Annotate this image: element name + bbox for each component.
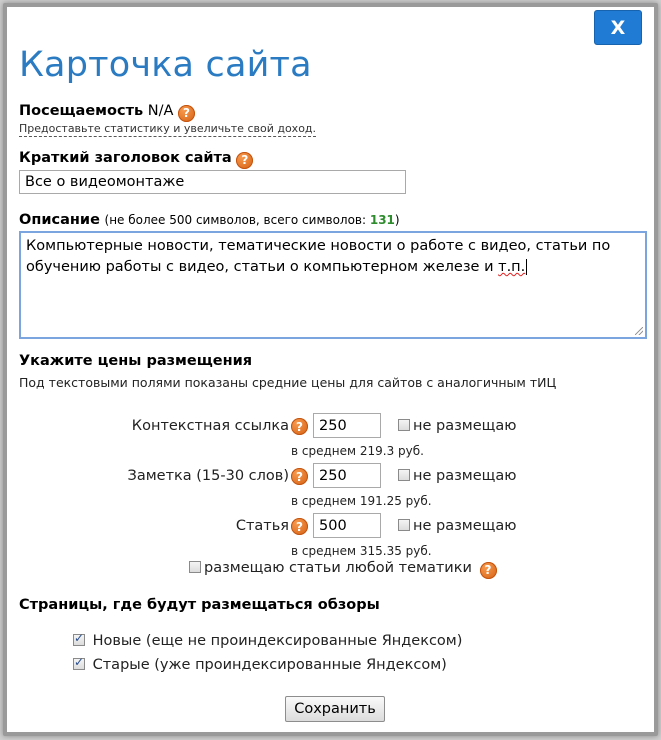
close-button[interactable]: X: [594, 10, 642, 45]
traffic-label: Посещаемость: [19, 103, 144, 119]
save-button[interactable]: Сохранить: [285, 696, 385, 722]
traffic-value: N/A: [147, 103, 174, 119]
pages-heading: Страницы, где будут размещаться обзоры: [19, 597, 380, 613]
provide-stats-link[interactable]: Предоставьте статистику и увеличьте свой доход.: [19, 122, 317, 135]
price-label-note: Заметка (15-30 слов): [127, 468, 289, 484]
short-title-row: [19, 150, 253, 169]
price-label-context-link: Контекстная ссылка: [131, 418, 289, 434]
question-icon[interactable]: ?: [480, 562, 497, 579]
resize-handle[interactable]: [635, 327, 643, 335]
short-title-label: Краткий заголовок сайта: [19, 150, 232, 166]
article-avg: в среднем 315.35 руб.: [291, 544, 432, 558]
context-link-avg: в среднем 219.3 руб.: [291, 444, 424, 458]
question-icon[interactable]: ?: [291, 418, 308, 435]
note-price-input[interactable]: 250: [313, 463, 381, 488]
any-topic-option[interactable]: размещаю статьи любой тематики ?: [189, 560, 497, 579]
description-row: [19, 212, 400, 228]
old-pages-option[interactable]: ✓ Старые (уже проиндексированные Яндексом): [73, 657, 447, 673]
new-pages-option[interactable]: ✓ Новые (еще не проиндексированные Яндексом): [73, 633, 462, 649]
prices-subheading: Под текстовыми полями показаны средние цены для сайтов с аналогичным тИЦ: [19, 375, 557, 390]
checkbox[interactable]: [398, 419, 410, 431]
checkbox[interactable]: [398, 469, 410, 481]
dialog-title: Карточка сайта: [19, 45, 312, 85]
char-count: 131: [369, 213, 395, 227]
checkbox-checked[interactable]: [73, 634, 85, 646]
question-icon[interactable]: ?: [291, 518, 308, 535]
site-card-dialog: [3, 3, 658, 736]
note-no-place[interactable]: не размещаю: [398, 468, 516, 484]
checkbox[interactable]: [398, 519, 410, 531]
description-note: (не более 500 символов, всего символов: 131): [104, 213, 400, 227]
prices-heading: Укажите цены размещения: [19, 353, 253, 369]
context-link-price-input[interactable]: 250: [313, 413, 381, 438]
description-label: Описание: [19, 212, 100, 228]
checkbox[interactable]: [189, 561, 201, 573]
traffic-row: [19, 103, 195, 122]
article-no-place[interactable]: не размещаю: [398, 518, 516, 534]
context-link-no-place[interactable]: не размещаю: [398, 418, 516, 434]
note-avg: в среднем 191.25 руб.: [291, 494, 432, 508]
question-icon[interactable]: ?: [236, 152, 253, 169]
misspelled-word: т.п.: [498, 259, 526, 275]
article-price-input[interactable]: 500: [313, 513, 381, 538]
question-icon[interactable]: ?: [178, 105, 195, 122]
short-title-input[interactable]: Все о видеомонтаже: [19, 170, 406, 194]
description-textarea[interactable]: Компьютерные новости, тематические новости о работе с видео, статьи по обучению работы с видео, статьи о компьютерном железе и т.п.: [19, 231, 647, 339]
price-label-article: Статья: [235, 518, 289, 534]
question-icon[interactable]: ?: [291, 468, 308, 485]
checkbox-checked[interactable]: [73, 658, 85, 670]
